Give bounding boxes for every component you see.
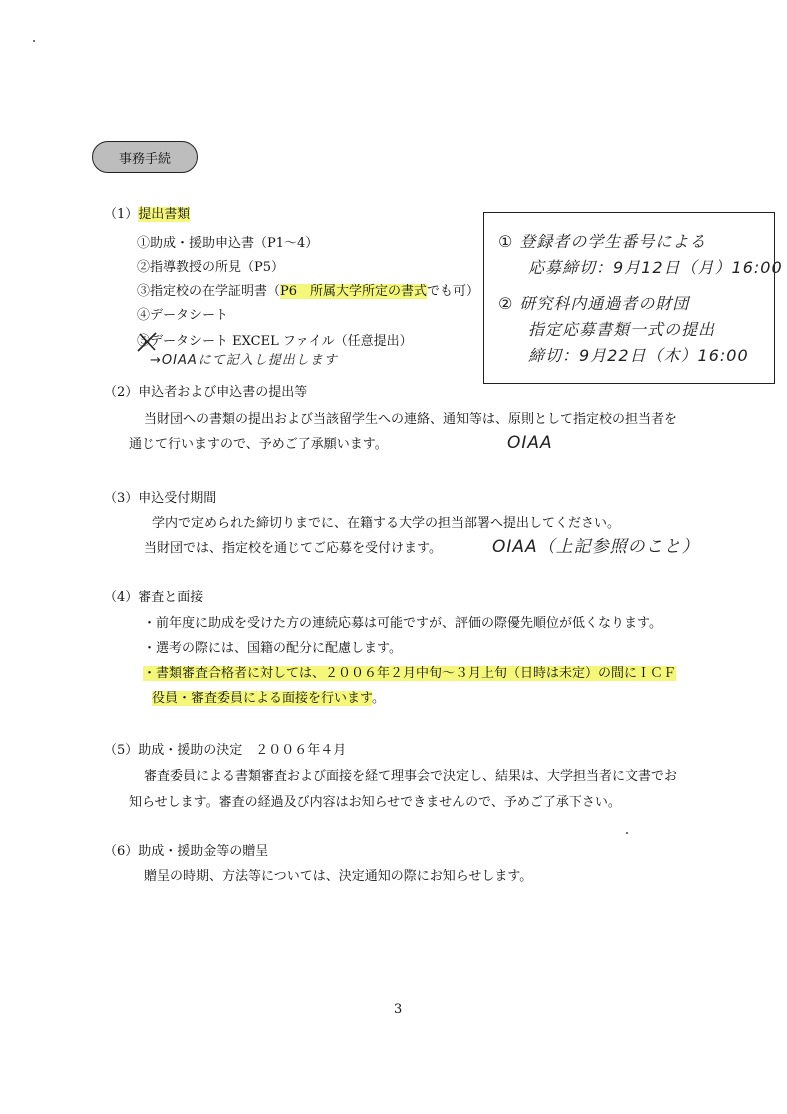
s4-bullet-1: ・前年度に助成を受けた方の連続応募は可能ですが、評価の際優先順位が低くなります。	[143, 616, 662, 631]
s1-heading-title: 提出書類	[138, 207, 191, 222]
s1-item-3-highlight: P6 所属大学所定の書式	[280, 284, 428, 299]
s6-para-line-1: 贈呈の時期、方法等については、決定通知の際にお知らせします。	[144, 869, 533, 884]
s4-bullet-3	[143, 662, 676, 681]
s1-item-3	[137, 280, 479, 299]
s4-heading: （4）審査と面接	[104, 590, 204, 605]
handwritten-note-box	[483, 212, 783, 384]
s3-para-line-2: 当財団では、指定校を通じてご応募を受付けます。	[144, 541, 442, 556]
s4-bullet-2: ・選考の際には、国籍の配分に配慮します。	[143, 641, 402, 656]
s1-item-5-num: ⑤	[137, 334, 151, 349]
s2-handwritten-note: OIAA	[507, 433, 553, 453]
s1-item-5-text: データシート EXCEL ファイル（任意提出）	[150, 334, 413, 349]
s1-item-3-tail: でも可）	[427, 284, 480, 299]
s1-item-1: ①助成・援助申込書（P1～4）	[137, 236, 319, 251]
s1-item-2: ②指導教授の所見（P5）	[137, 260, 285, 275]
scan-speck	[626, 832, 628, 834]
s3-para-line-1: 学内で定められた締切りまでに、在籍する大学の担当部署へ提出してください。	[152, 516, 621, 531]
note-line-4: 指定応募書類一式の提出	[528, 320, 716, 339]
note-line-5: 締切：9月22日（木）16:00	[528, 346, 749, 365]
s4-bullet-3-cont-tail: 。	[371, 691, 385, 706]
s2-para-line-1: 当財団への書類の提出および当該留学生への連絡、通知等は、原則として指定校の担当者を	[144, 412, 678, 427]
s4-bullet-3-cont	[152, 687, 385, 706]
s3-handwritten-note: OIAA（上記参照のこと）	[492, 537, 700, 557]
note-line-1: ① 登録者の学生番号による	[498, 232, 707, 251]
s1-item-3-head: ③指定校の在学証明書（	[137, 284, 281, 299]
s4-bullet-3-cont-highlight: 役員・審査委員による面接を行います	[152, 691, 372, 706]
s5-para-line-2: 知らせします。審査の経過及び内容はお知らせできませんので、予めご了承下さい。	[129, 795, 621, 810]
scan-speck	[33, 40, 35, 42]
page-number: 3	[394, 1002, 403, 1017]
s5-para-line-1: 審査委員による書類審査および面接を経て理事会で決定し、結果は、大学担当者に文書でお	[144, 769, 678, 784]
s3-heading: （3）申込受付期間	[104, 491, 217, 506]
s1-heading	[104, 203, 190, 222]
s4-bullet-3-highlight: ・書類審査合格者に対しては、２００６年２月中旬～３月上旬（日時は未定）の間にＩＣＦ	[143, 666, 677, 681]
s1-handwritten-note: →OIAAにて記入し提出します	[150, 353, 338, 368]
s1-item-4: ④データシート	[137, 308, 229, 323]
note-line-3: ② 研究科内通過者の財団	[498, 294, 690, 313]
s1-item-5	[137, 330, 413, 349]
section-heading-pill: 事務手続	[92, 141, 198, 173]
s1-heading-num: （1）	[104, 207, 139, 222]
s5-heading: （5）助成・援助の決定 ２００６年４月	[104, 743, 347, 758]
s2-heading: （2）申込者および申込書の提出等	[104, 385, 308, 400]
note-line-2: 応募締切：9月12日（月）16:00	[528, 258, 783, 277]
s6-heading: （6）助成・援助金等の贈呈	[104, 844, 269, 859]
s2-para-line-2: 通じて行いますので、予めご了承願います。	[129, 437, 388, 452]
